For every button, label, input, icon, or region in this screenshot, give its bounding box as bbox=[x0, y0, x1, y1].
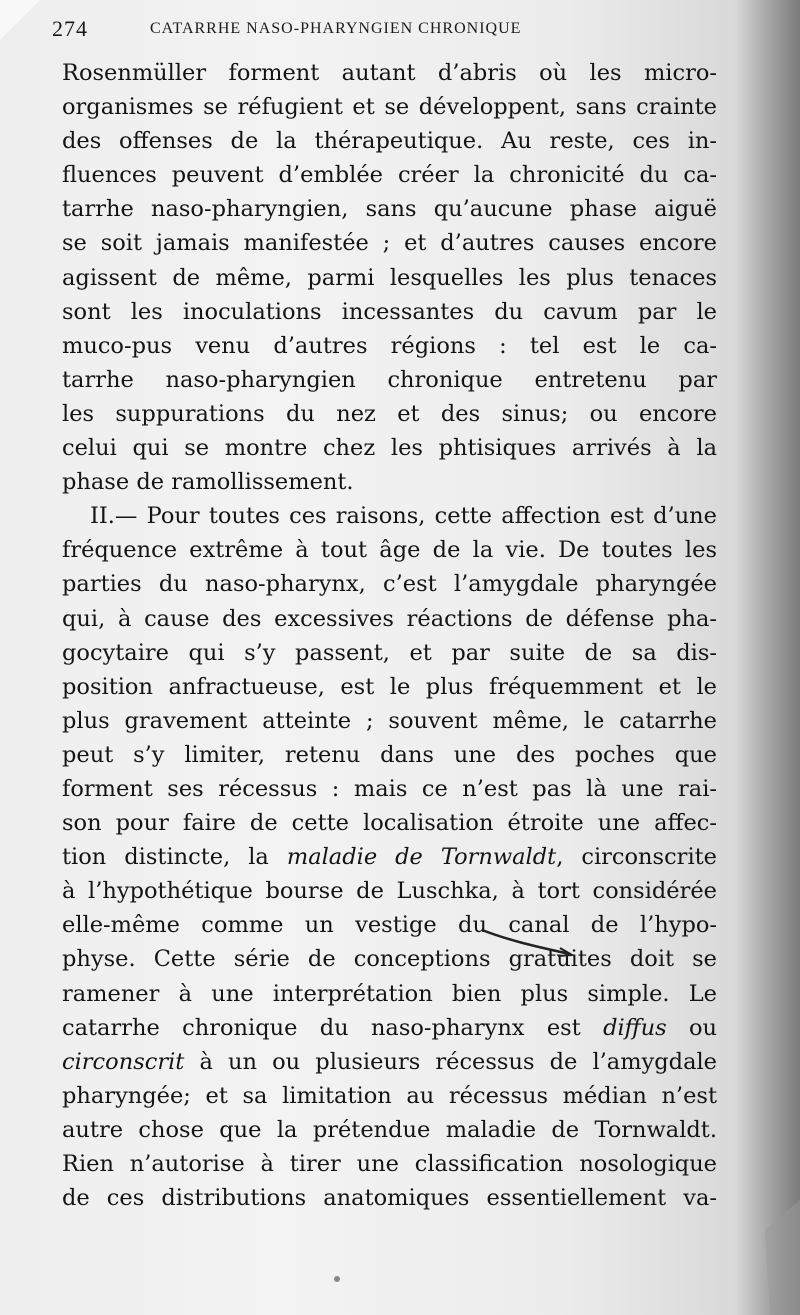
text-line: les suppurations du nez et des sinus; ou encore bbox=[62, 400, 717, 427]
text-line: forment ses récessus : mais ce n’est pas là une rai- bbox=[62, 775, 717, 802]
paragraph-start-line: II.— Pour toutes ces raisons, cette affection est d’une bbox=[90, 503, 717, 530]
text-segment: , circonscrite bbox=[556, 844, 717, 871]
text-line: des offenses de la thérapeutique. Au reste, ces in- bbox=[62, 128, 717, 155]
text-line: tarrhe naso-pharyngien, sans qu’aucune phase aiguë bbox=[62, 196, 717, 223]
text-segment: tion distincte, la bbox=[62, 844, 269, 871]
text-line-with-italic bbox=[62, 1045, 717, 1079]
text-line: physe. Cette série de conceptions gratuites doit se bbox=[62, 946, 717, 973]
text-line: parties du naso-pharynx, c’est l’amygdale pharyngée bbox=[62, 571, 717, 598]
running-head: CATARRHE NASO-PHARYNGIEN CHRONIQUE bbox=[150, 20, 522, 37]
text-line: Rosenmüller forment autant d’abris où les micro- bbox=[62, 60, 717, 86]
text-line: à l’hypothétique bourse de Luschka, à tort considérée bbox=[62, 878, 717, 905]
italic-term: maladie de Tornwaldt bbox=[286, 844, 557, 871]
text-line: son pour faire de cette localisation étroite une affec- bbox=[62, 810, 717, 837]
text-line: organismes se réfugient et se développent, sans crainte bbox=[62, 94, 717, 121]
text-line: celui qui se montre chez les phtisiques arrivés à la bbox=[62, 435, 717, 462]
text-line: sont les inoculations incessantes du cavum par le bbox=[62, 298, 717, 325]
italic-term: circonscrit bbox=[62, 1048, 185, 1075]
text-line: de ces distributions anatomiques essentiellement va- bbox=[62, 1185, 717, 1212]
text-segment: catarrhe chronique du naso-pharynx est bbox=[62, 1014, 581, 1041]
text-line: Rien n’autorise à tirer une classification nosologique bbox=[62, 1151, 717, 1177]
text-line-with-italic bbox=[62, 840, 717, 874]
body-text bbox=[62, 56, 717, 1215]
page-header bbox=[52, 16, 772, 44]
text-line: muco-pus venu d’autres régions : tel est le ca- bbox=[62, 332, 717, 359]
italic-term: diffus bbox=[603, 1014, 667, 1041]
page-number: 274 bbox=[52, 16, 88, 41]
text-segment: ou bbox=[688, 1014, 718, 1041]
text-line: agissent de même, parmi lesquelles les plus tenaces bbox=[62, 264, 717, 291]
text-line: ramener à une interprétation bien plus simple. Le bbox=[62, 980, 717, 1007]
text-line-with-italic bbox=[62, 1011, 717, 1045]
text-line: peut s’y limiter, retenu dans une des poches que bbox=[62, 741, 717, 768]
text-segment: à un ou plusieurs récessus de l’amygdale bbox=[199, 1048, 718, 1075]
text-line: position anfractueuse, est le plus fréquemment et le bbox=[62, 673, 717, 700]
text-line: plus gravement atteinte ; souvent même, le catarrhe bbox=[62, 707, 717, 734]
text-line: elle-même comme un vestige du canal de l’hypo- bbox=[62, 912, 717, 939]
text-line: pharyngée; et sa limitation au récessus médian n’est bbox=[62, 1082, 717, 1109]
paragraph-end-line: phase de ramollissement. bbox=[62, 469, 354, 496]
text-line: fréquence extrême à tout âge de la vie. De toutes les bbox=[62, 537, 717, 564]
text-line: autre chose que la prétendue maladie de Tornwaldt. bbox=[62, 1116, 717, 1143]
text-line: tarrhe naso-pharyngien chronique entretenu par bbox=[62, 366, 717, 393]
text-line: qui, à cause des excessives réactions de défense pha- bbox=[62, 605, 717, 632]
text-line: fluences peuvent d’emblée créer la chronicité du ca- bbox=[62, 162, 717, 189]
smudge-dot bbox=[334, 1276, 340, 1282]
text-line: se soit jamais manifestée ; et d’autres causes encore bbox=[62, 230, 717, 257]
text-line: gocytaire qui s’y passent, et par suite de sa dis- bbox=[62, 639, 717, 666]
